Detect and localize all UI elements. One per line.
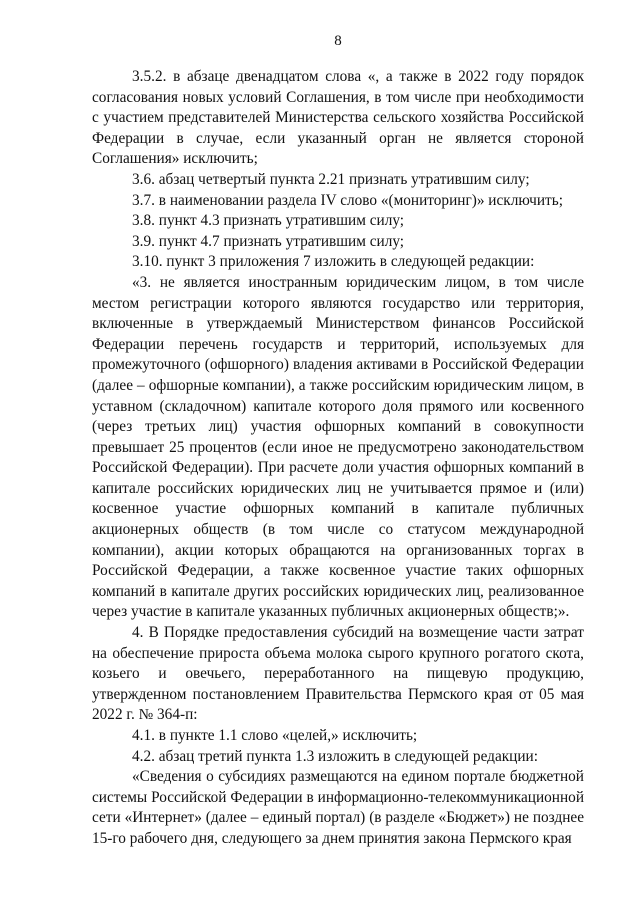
paragraph-3-6: 3.6. абзац четвертый пункта 2.21 признать утратившим силу; <box>132 170 530 188</box>
paragraph-3-7: 3.7. в наименовании раздела IV слово «(мониторинг)» исключить; <box>132 191 563 209</box>
paragraph-4-1: 4.1. в пункте 1.1 слово «целей,» исключить; <box>132 727 418 744</box>
paragraph-3-9: 3.9. пункт 4.7 признать утратившим силу; <box>132 232 405 250</box>
paragraph-3-10: 3.10. пункт 3 приложения 7 изложить в следующей редакции: <box>132 253 535 271</box>
page-number: 8 <box>334 33 342 49</box>
document-body <box>92 67 584 850</box>
paragraph-quote-subsidies: «Сведения о субсидиях размещаются на едином портале бюджетной системы Российской Федерации в информационно-телекоммуникационной сети «Интернет» (далее – единый портал) (в разделе «Бюджет») не позднее 15-го рабочего дня, следующего за днем принятия закона Пермского края <box>92 768 584 847</box>
paragraph-3-8: 3.8. пункт 4.3 признать утратившим силу; <box>132 212 405 230</box>
paragraph-4-2: 4.2. абзац третий пункта 1.3 изложить в следующей редакции: <box>132 747 538 765</box>
paragraph-quote-item-3: «3. не является иностранным юридическим лицом, в том числе местом регистрации которого являются государство или территория, включенные в утверждаемый Министерством финансов Российской Федерации перечень государств и территорий, используемых для промежуточного (офшорного) владения активами в Российской Федерации (далее – офшорные компании), а также российским юридическим лицом, в уставном (складочном) капитале которого доля прямого или косвенного (через третьих лиц) участия офшорных компаний в совокупности превышает 25 процентов (если иное не предусмотрено законодательством Российской Федерации). При расчете доли участия офшорных компаний в капитале российских юридических лиц не учитывается прямое и (или) косвенное участие офшорных компаний в капитале публичных акционерных обществ (в том числе со статусом международной компании), акции которых обращаются на организованных торгах в Российской Федерации, а также косвенное участие таких офшорных компаний в капитале других российских юридических лиц, реализованное через участие в капитале указанных публичных акционерных обществ;». <box>92 273 584 621</box>
paragraph-3-5-2: 3.5.2. в абзаце двенадцатом слова «, а также в 2022 году порядок согласования новых условий Соглашения, в том числе при необходимости с участием представителей Министерства сельского хозяйства Российской Федерации в случае, если указанный орган не является стороной Соглашения» исключить; <box>92 68 584 168</box>
paragraph-4: 4. В Порядке предоставления субсидий на возмещение части затрат на обеспечение прироста объема молока сырого крупного рогатого скота, козьего и овечьего, переработанного на пищевую продукцию, утвержденном постановлением Правительства Пермского края от 05 мая 2022 г. № 364-п: <box>92 624 584 724</box>
